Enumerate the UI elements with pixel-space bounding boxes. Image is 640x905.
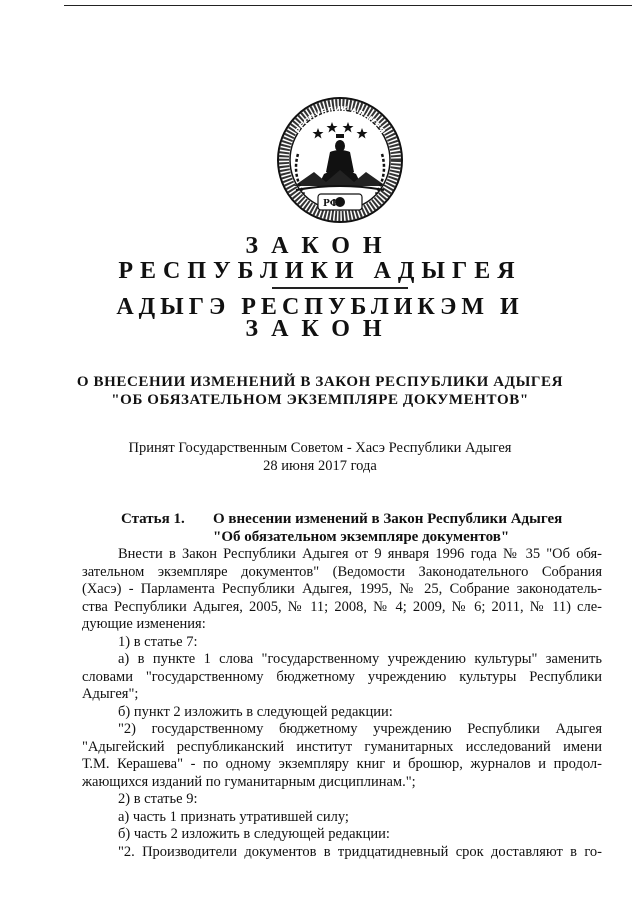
law-subject-line1: О ВНЕСЕНИИ ИЗМЕНЕНИЙ В ЗАКОН РЕСПУБЛИКИ АДЫГЕЯ bbox=[76, 374, 564, 390]
emblem-top-text: РЕСПУБЛИК АДЫГЕЯ bbox=[293, 104, 387, 136]
body-line: зательном экземпляре документов" (Ведомости Законодательного Собрания bbox=[82, 563, 602, 580]
body-line: Внести в Закон Республики Адыгея от 9 января 1996 года № 35 "Об обя- bbox=[118, 546, 602, 562]
body-line: а) часть 1 признать утратившей силу; bbox=[118, 808, 349, 825]
body-line: б) пункт 2 изложить в следующей редакции: bbox=[118, 703, 393, 720]
header-line-zakon-adyge: ЗАКОН bbox=[245, 316, 395, 342]
body-line: б) часть 2 изложить в следующей редакции: bbox=[118, 826, 390, 842]
article-title-line2: "Об обязательном экземпляре документов" bbox=[213, 529, 510, 545]
article-body bbox=[82, 546, 602, 861]
body-line: "2) государственному бюджетному учреждению Республики Адыгея bbox=[118, 721, 602, 737]
body-line: (Хасэ) - Парламента Республики Адыгея, 1995, № 25, Собрание законодатель- bbox=[82, 581, 602, 597]
emblem-bottom-text: РФ bbox=[323, 199, 339, 209]
body-line: словами "государственному бюджетному учреждению культуры Республики bbox=[82, 668, 602, 685]
body-line: а) в пункте 1 слова "государственному учреждению культуры" заменить bbox=[118, 651, 602, 667]
body-line: дующие изменения: bbox=[82, 616, 206, 632]
body-line: "2. Производители документов в тридцатидневный срок доставляют в го- bbox=[118, 843, 602, 860]
header-line-republic: РЕСПУБЛИКИ АДЫГЕЯ bbox=[118, 258, 522, 284]
law-subject-line2: "ОБ ОБЯЗАТЕЛЬНОМ ЭКЗЕМПЛЯРЕ ДОКУМЕНТОВ" bbox=[111, 392, 529, 408]
coat-of-arms-emblem bbox=[274, 94, 406, 226]
body-line: Т.М. Керашева" - по одному экземпляру книг и брошюр, журналов и продол- bbox=[82, 756, 602, 772]
body-line: жающихся изданий по гуманитарным дисциплинам."; bbox=[82, 773, 416, 790]
header-line-adyge: АДЫГЭ РЕСПУБЛИКЭМ И bbox=[116, 294, 524, 320]
top-border-line bbox=[64, 5, 632, 6]
body-line: Адыгея"; bbox=[82, 686, 139, 702]
body-line: ства Республики Адыгея, 2005, № 11; 2008, № 4; 2009, № 6; 2011, № 11) сле- bbox=[82, 598, 602, 615]
adopted-by: Принят Государственным Советом - Хасэ Республики Адыгея bbox=[128, 440, 512, 456]
body-line: 2) в статье 9: bbox=[118, 791, 198, 807]
header-line-zakon: ЗАКОН bbox=[245, 233, 395, 259]
body-line: 1) в статье 7: bbox=[118, 633, 198, 650]
adopted-date: 28 июня 2017 года bbox=[263, 458, 377, 474]
article-heading bbox=[121, 511, 611, 528]
article-label: Статья 1. bbox=[121, 511, 185, 527]
header-divider bbox=[272, 287, 408, 289]
body-line: "Адыгейский республиканский институт гуманитарных исследований имени bbox=[82, 738, 602, 755]
article-title-line1: О внесении изменений в Закон Республики Адыгея bbox=[213, 511, 563, 527]
